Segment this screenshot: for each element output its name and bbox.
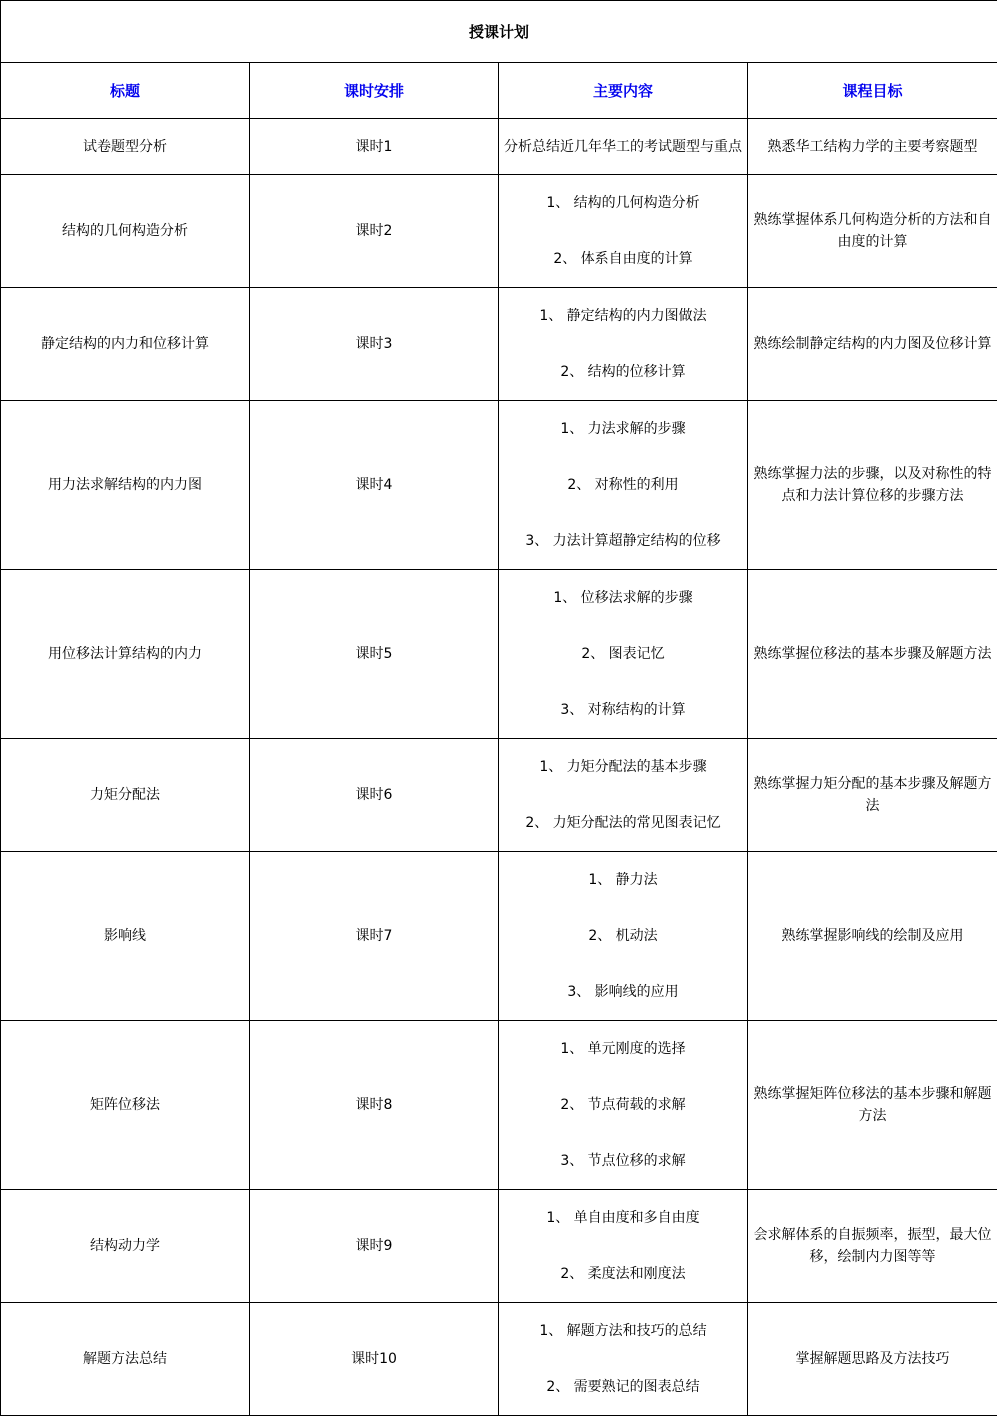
row-goal: 熟练掌握矩阵位移法的基本步骤和解题方法 xyxy=(748,1021,997,1190)
content-item: 1、 静力法 xyxy=(503,852,743,908)
table-row xyxy=(1,1303,997,1416)
row-period: 课时10 xyxy=(250,1303,499,1416)
row-period: 课时7 xyxy=(250,852,499,1021)
content-item: 2、 机动法 xyxy=(503,908,743,964)
table-row xyxy=(1,175,997,288)
table-row xyxy=(1,570,997,739)
content-item: 1、 静定结构的内力图做法 xyxy=(503,288,743,344)
row-title: 用力法求解结构的内力图 xyxy=(1,401,250,570)
content-item: 3、 节点位移的求解 xyxy=(503,1133,743,1189)
row-title: 影响线 xyxy=(1,852,250,1021)
content-item: 1、 结构的几何构造分析 xyxy=(503,175,743,231)
row-content xyxy=(499,852,748,1021)
row-content xyxy=(499,1190,748,1303)
content-item: 2、 力矩分配法的常见图表记忆 xyxy=(503,795,743,851)
row-content xyxy=(499,175,748,288)
content-item: 2、 柔度法和刚度法 xyxy=(503,1246,743,1302)
content-item: 2、 体系自由度的计算 xyxy=(503,231,743,287)
content-item: 1、 位移法求解的步骤 xyxy=(503,570,743,626)
row-period: 课时4 xyxy=(250,401,499,570)
row-goal: 掌握解题思路及方法技巧 xyxy=(748,1303,997,1416)
table-title: 授课计划 xyxy=(1,1,997,63)
content-item: 2、 结构的位移计算 xyxy=(503,344,743,400)
header-goal: 课程目标 xyxy=(748,63,997,119)
row-period: 课时1 xyxy=(250,119,499,175)
row-goal: 熟练掌握力法的步骤，以及对称性的特点和力法计算位移的步骤方法 xyxy=(748,401,997,570)
content-item: 2、 图表记忆 xyxy=(503,626,743,682)
row-content xyxy=(499,401,748,570)
row-title: 解题方法总结 xyxy=(1,1303,250,1416)
row-content xyxy=(499,739,748,852)
row-goal: 会求解体系的自振频率，振型，最大位移，绘制内力图等等 xyxy=(748,1190,997,1303)
table-row xyxy=(1,852,997,1021)
row-content xyxy=(499,119,748,175)
content-item: 2、 需要熟记的图表总结 xyxy=(503,1359,743,1415)
table-row xyxy=(1,1021,997,1190)
content-item: 3、 对称结构的计算 xyxy=(503,682,743,738)
content-item: 2、 对称性的利用 xyxy=(503,457,743,513)
row-period: 课时5 xyxy=(250,570,499,739)
content-item: 1、 解题方法和技巧的总结 xyxy=(503,1303,743,1359)
content-item: 1、 单自由度和多自由度 xyxy=(503,1190,743,1246)
row-title: 结构动力学 xyxy=(1,1190,250,1303)
row-title: 静定结构的内力和位移计算 xyxy=(1,288,250,401)
row-period: 课时2 xyxy=(250,175,499,288)
content-item: 3、 力法计算超静定结构的位移 xyxy=(503,513,743,569)
content-item: 1、 力矩分配法的基本步骤 xyxy=(503,739,743,795)
row-title: 试卷题型分析 xyxy=(1,119,250,175)
header-title: 标题 xyxy=(1,63,250,119)
content-item: 1、 力法求解的步骤 xyxy=(503,401,743,457)
table-row xyxy=(1,1190,997,1303)
row-period: 课时3 xyxy=(250,288,499,401)
row-title: 用位移法计算结构的内力 xyxy=(1,570,250,739)
content-item: 3、 影响线的应用 xyxy=(503,964,743,1020)
content-item: 分析总结近几年华工的考试题型与重点 xyxy=(503,136,743,158)
row-content xyxy=(499,288,748,401)
row-goal: 熟练掌握体系几何构造分析的方法和自由度的计算 xyxy=(748,175,997,288)
row-period: 课时8 xyxy=(250,1021,499,1190)
header-content: 主要内容 xyxy=(499,63,748,119)
row-goal: 熟练绘制静定结构的内力图及位移计算 xyxy=(748,288,997,401)
row-content xyxy=(499,1021,748,1190)
row-goal: 熟练掌握位移法的基本步骤及解题方法 xyxy=(748,570,997,739)
table-row xyxy=(1,288,997,401)
row-goal: 熟悉华工结构力学的主要考察题型 xyxy=(748,119,997,175)
table-title-row xyxy=(1,1,997,63)
row-goal: 熟练掌握力矩分配的基本步骤及解题方法 xyxy=(748,739,997,852)
row-content xyxy=(499,1303,748,1416)
row-period: 课时6 xyxy=(250,739,499,852)
header-row xyxy=(1,63,997,119)
row-goal: 熟练掌握影响线的绘制及应用 xyxy=(748,852,997,1021)
row-period: 课时9 xyxy=(250,1190,499,1303)
table-row xyxy=(1,119,997,175)
content-item: 2、 节点荷载的求解 xyxy=(503,1077,743,1133)
row-title: 矩阵位移法 xyxy=(1,1021,250,1190)
row-content xyxy=(499,570,748,739)
table-row xyxy=(1,739,997,852)
row-title: 结构的几何构造分析 xyxy=(1,175,250,288)
header-period: 课时安排 xyxy=(250,63,499,119)
row-title: 力矩分配法 xyxy=(1,739,250,852)
content-item: 1、 单元刚度的选择 xyxy=(503,1021,743,1077)
table-row xyxy=(1,401,997,570)
